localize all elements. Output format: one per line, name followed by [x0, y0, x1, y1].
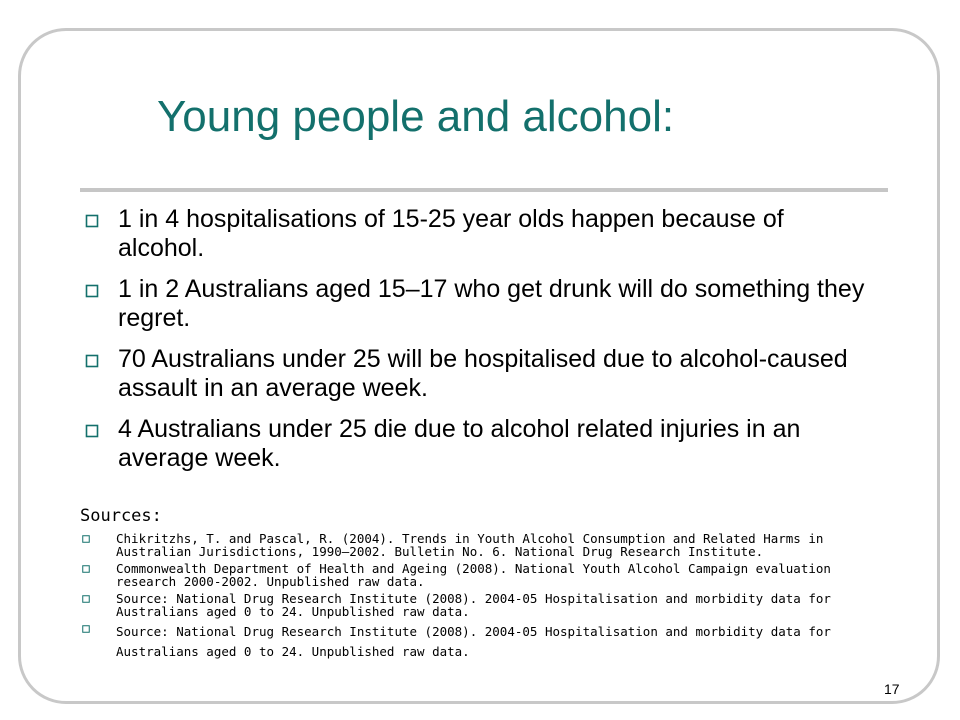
- bullet-text: 4 Australians under 25 die due to alcohol related injuries in an average week.: [118, 415, 801, 472]
- source-text: Source: National Drug Research Institute (2008). 2004-05 Hospitalisation and morbidity data for Australians aged 0 to 24. Unpublished raw data.: [116, 591, 831, 619]
- source-text: Commonwealth Department of Health and Ageing (2008). National Youth Alcohol Campaign evaluation research 2000-2002. Unpublished raw data.: [116, 561, 831, 589]
- hollow-square-bullet-icon: [85, 214, 99, 228]
- source-text: Chikritzhs, T. and Pascal, R. (2004). Trends in Youth Alcohol Consumption and Related Harms in Australian Jurisdictions, 1990–2002. Bulletin No. 6. National Drug Research Institute.: [116, 531, 824, 559]
- hollow-square-bullet-icon: [85, 284, 99, 298]
- bullet-item: [80, 415, 870, 473]
- hollow-square-bullet-icon: [85, 354, 99, 368]
- source-text: Source: National Drug Research Institute (2008). 2004-05 Hospitalisation and morbidity data for Australians aged 0 to 24. Unpublished raw data.: [116, 624, 831, 659]
- hollow-square-bullet-icon: [82, 535, 90, 543]
- hollow-square-bullet-icon: [82, 625, 90, 633]
- bullet-list: [80, 205, 870, 485]
- source-item: [80, 532, 890, 558]
- bullet-text: 70 Australians under 25 will be hospitalised due to alcohol-caused assault in an average week.: [118, 345, 848, 402]
- source-item: [80, 622, 890, 662]
- slide-title: Young people and alcohol:: [157, 92, 675, 141]
- bullet-text: 1 in 4 hospitalisations of 15-25 year olds happen because of alcohol.: [118, 205, 784, 262]
- bullet-item: [80, 205, 870, 263]
- hollow-square-bullet-icon: [82, 565, 90, 573]
- hollow-square-bullet-icon: [85, 424, 99, 438]
- sources-section: [80, 506, 890, 666]
- page-number: 17: [884, 681, 900, 697]
- source-item: [80, 562, 890, 588]
- title-divider: [80, 188, 888, 192]
- sources-heading: Sources:: [80, 506, 162, 526]
- source-item: [80, 592, 890, 618]
- bullet-item: [80, 275, 870, 333]
- hollow-square-bullet-icon: [82, 595, 90, 603]
- bullet-item: [80, 345, 870, 403]
- bullet-text: 1 in 2 Australians aged 15–17 who get drunk will do something they regret.: [118, 275, 865, 332]
